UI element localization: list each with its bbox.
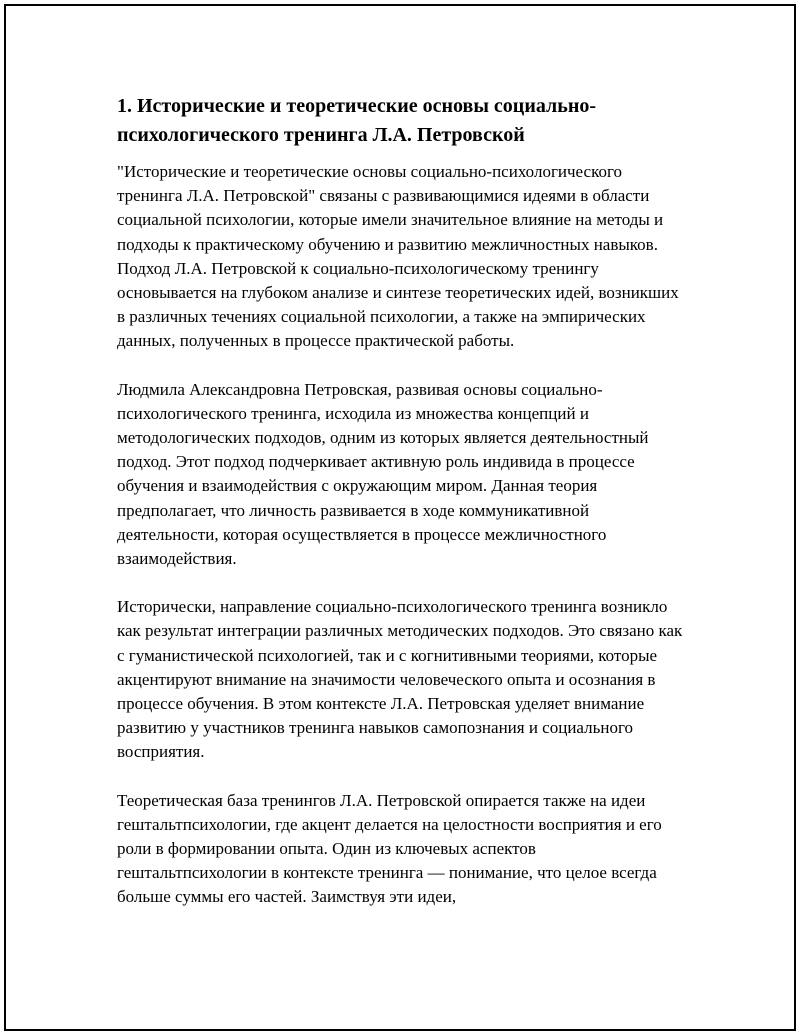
paragraph: Людмила Александровна Петровская, развивая основы социально-психологического тренинга, исходила из множества концепций и методологических подходов, одним из которых является деятельностный подход. Этот подход подчеркивает активную роль индивида в процессе обучения и взаимодействия с окружающим миром. Данная теория предполагает, что личность развивается в ходе коммуникативной деятельности, которая осуществляется в процессе межличностного взаимодействия.	[117, 379, 649, 569]
document-body	[117, 92, 687, 934]
paragraph: "Исторические и теоретические основы социально-психологического тренинга Л.А. Петровской" связаны с развивающимися идеями в области социальной психологии, которые имели значительное влияние на методы и подходы к практическому обучению и развитию межличностных навыков. Подход Л.А. Петровской к социально-психологическому тренингу основывается на глубоком анализе и синтезе теоретических идей, возникших в различных течениях социальной психологии, а также на эмпирических данных, полученных в процессе практической работы.	[117, 162, 679, 351]
paragraph: Исторически, направление социально-психологического тренинга возникло как результат интеграции различных методических подходов. Это связано как с гуманистической психологией, так и с когнитивными теориями, которые акцентируют внимание на значимости человеческого опыта и осознания в процессе обучения. В этом контексте Л.А. Петровская уделяет внимание развитию у участников тренинга навыков самопознания и социального восприятия.	[117, 597, 683, 762]
paragraph: Теоретическая база тренингов Л.А. Петровской опирается также на идеи гештальтпсихологии, где акцент делается на целостности восприятия и его роли в формировании опыта. Один из ключевых аспектов гештальтпсихологии в контексте тренинга — понимание, что целое всегда больше суммы его частей. Заимствуя эти идеи,	[117, 790, 662, 907]
section-heading: 1. Исторические и теоретические основы социально-психологического тренинга Л.А. Петровской	[117, 95, 597, 146]
